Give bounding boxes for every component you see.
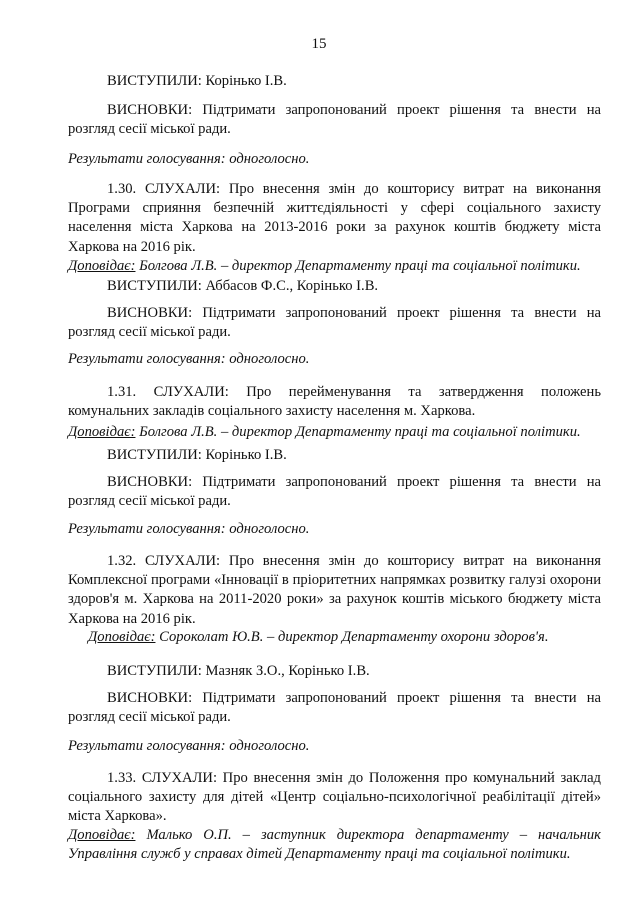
report-line: [68, 826, 601, 864]
report-label: Доповідає:: [68, 258, 136, 274]
vote-line: [68, 350, 601, 369]
spoke-line: ВИСТУПИЛИ: Корінько І.В.: [107, 73, 287, 89]
vote-result: одноголосно.: [229, 351, 310, 367]
heard-paragraph: 1.33. СЛУХАЛИ: Про внесення змін до Положення про комунальний заклад соціального захисту для дітей «Центр соціально-психологічної реабілітації дітей» міста Харкова».: [68, 770, 601, 825]
vote-label: Результати голосування:: [68, 738, 226, 754]
heard-paragraph: 1.31. СЛУХАЛИ: Про перейменування та затвердження положень комунальних закладів соціального захисту населення м. Харкова.: [68, 384, 601, 420]
vote-line: [68, 150, 601, 169]
vote-label: Результати голосування:: [68, 351, 226, 367]
conclusion-paragraph: ВИСНОВКИ: Підтримати запропонований проект рішення та внести на розгляд сесії міської ради.: [68, 102, 601, 138]
vote-label: Результати голосування:: [68, 151, 226, 167]
report-text: Болгова Л.В. – директор Департаменту праці та соціальної політики.: [139, 424, 581, 440]
vote-result: одноголосно.: [229, 521, 310, 537]
conclusion-paragraph: ВИСНОВКИ: Підтримати запропонований проект рішення та внести на розгляд сесії міської ради.: [68, 305, 601, 341]
heard-paragraph: 1.32. СЛУХАЛИ: Про внесення змін до кошторису витрат на виконання Комплексної програми «Інновації в пріоритетних напрямках розвитку галузі охорони здоров'я м. Харкова на 2011-2020 роки» за рахунок коштів міського бюджету міста Харкова на 2016 рік.: [68, 553, 601, 627]
vote-label: Результати голосування:: [68, 521, 226, 537]
vote-result: одноголосно.: [229, 738, 310, 754]
report-text: Болгова Л.В. – директор Департаменту праці та соціальної політики.: [139, 258, 581, 274]
report-line: [68, 423, 601, 442]
report-line: [68, 257, 601, 276]
report-text: Сороколат Ю.В. – директор Департаменту охорони здоров'я.: [159, 629, 549, 645]
spoke-line: ВИСТУПИЛИ: Мазняк З.О., Корінько І.В.: [107, 663, 370, 679]
report-label: Доповідає:: [88, 629, 156, 645]
conclusion-paragraph: ВИСНОВКИ: Підтримати запропонований проект рішення та внести на розгляд сесії міської ради.: [68, 690, 601, 726]
spoke-line: ВИСТУПИЛИ: Аббасов Ф.С., Корінько І.В.: [107, 278, 379, 294]
vote-line: [68, 520, 601, 539]
spoke-line: ВИСТУПИЛИ: Корінько І.В.: [107, 447, 287, 463]
page-number: 15: [311, 36, 327, 52]
vote-line: [68, 737, 601, 756]
vote-result: одноголосно.: [229, 151, 310, 167]
report-text: Малько О.П. – заступник директора департаменту – начальник Управління служб у справах дітей Департаменту праці та соціальної політики.: [68, 827, 602, 863]
report-line: [88, 628, 601, 647]
report-label: Доповідає:: [68, 827, 136, 843]
heard-paragraph: 1.30. СЛУХАЛИ: Про внесення змін до кошторису витрат на виконання Програми сприяння безпечній життєдіяльності у сфері соціального захисту населення міста Харкова на 2013-2016 роки за рахунок коштів бюджету міста Харкова на 2016 рік.: [68, 181, 601, 255]
report-label: Доповідає:: [68, 424, 136, 440]
conclusion-paragraph: ВИСНОВКИ: Підтримати запропонований проект рішення та внести на розгляд сесії міської ради.: [68, 474, 601, 510]
